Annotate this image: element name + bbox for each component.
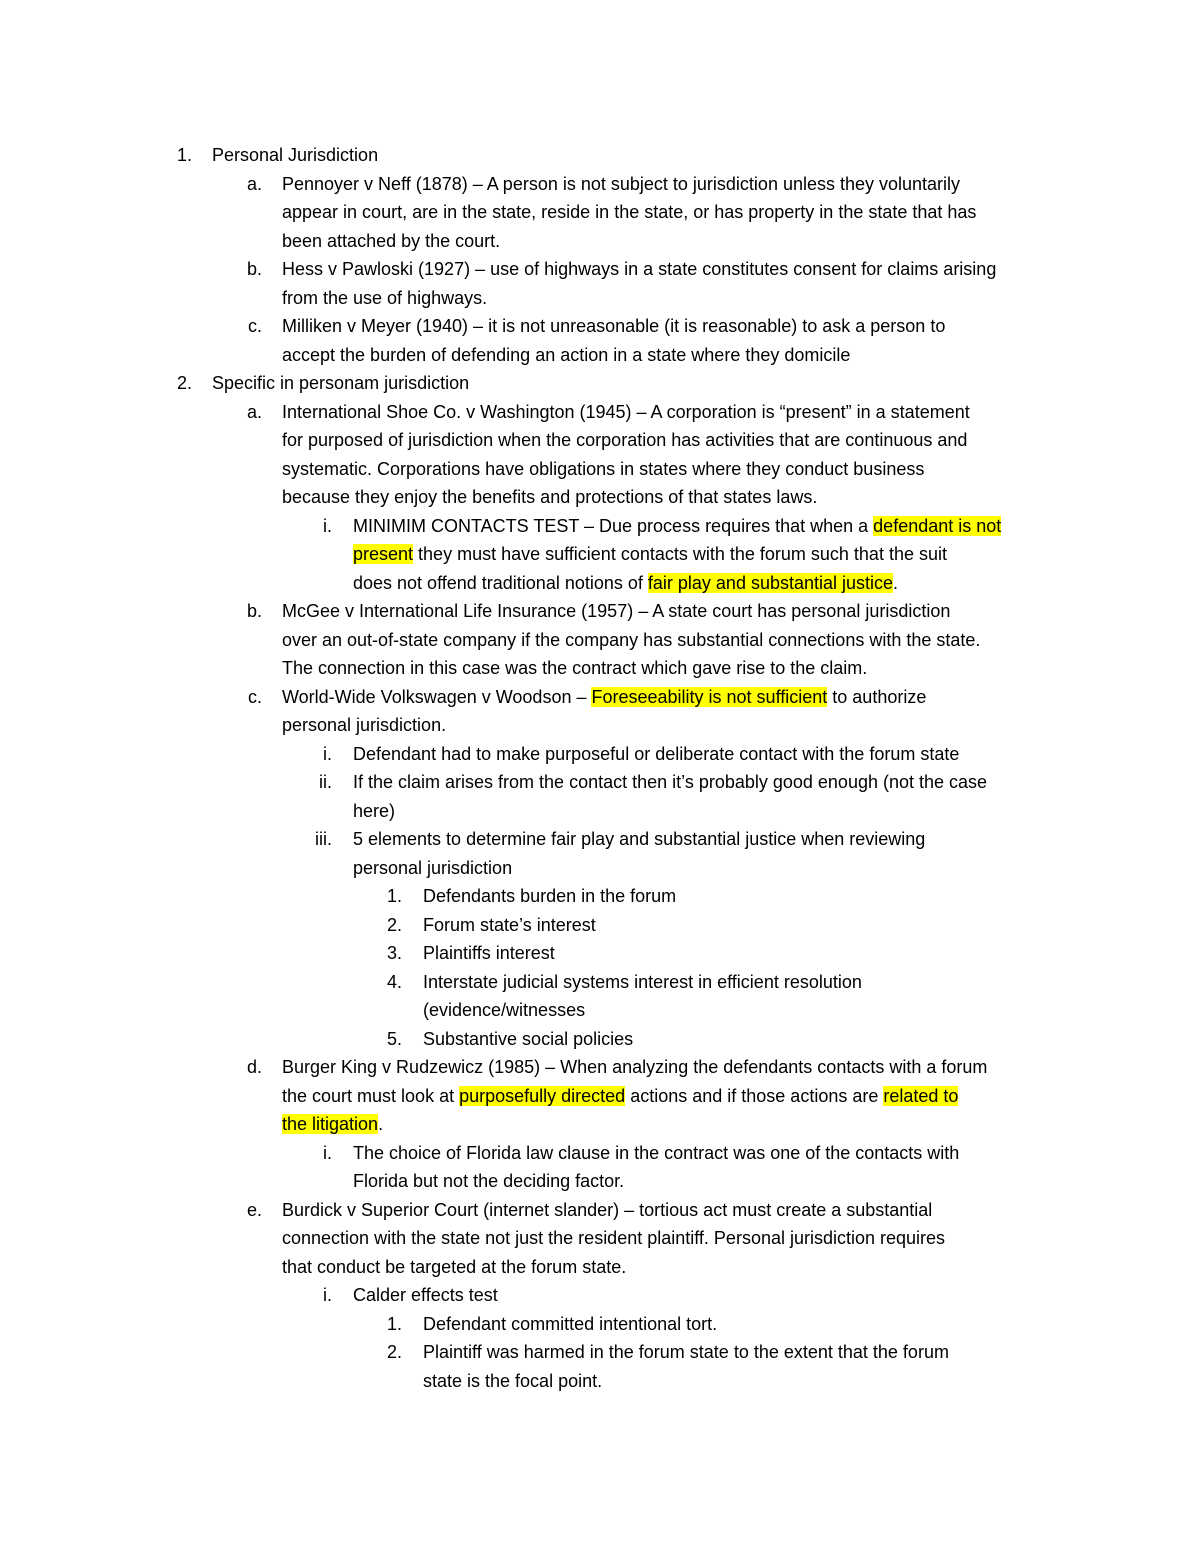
line-text	[423, 939, 555, 968]
outline-line	[0, 426, 1200, 455]
line-text	[282, 597, 950, 626]
list-marker: 2.	[176, 373, 192, 393]
text-segment: Interstate judicial systems interest in efficient resolution	[423, 971, 862, 992]
text-segment: Hess v Pawloski (1927) – use of highways in a state constitutes consent for claims arising	[282, 259, 997, 279]
outline-line	[0, 911, 1200, 940]
text-segment: over an out-of-state company if the company has substantial connections with the state.	[282, 629, 981, 650]
line-text	[282, 1224, 945, 1253]
highlighted-text: fair play and substantial justice	[647, 572, 894, 593]
text-segment: Milliken v Meyer (1940) – it is not unreasonable (it is reasonable) to ask a person to	[282, 316, 946, 336]
line-text	[282, 455, 924, 484]
list-marker: b.	[246, 259, 262, 279]
text-segment: .	[893, 572, 899, 593]
list-marker: d.	[246, 1057, 262, 1077]
line-text	[282, 227, 500, 256]
line-text	[282, 426, 967, 455]
text-segment: International Shoe Co. v Washington (1945) – A corporation is “present” in a statement	[282, 401, 970, 422]
line-text	[423, 1367, 602, 1396]
list-marker: i.	[323, 515, 332, 536]
list-marker: 1.	[386, 886, 402, 906]
text-segment: Personal Jurisdiction	[212, 145, 379, 165]
list-marker: 1.	[176, 145, 192, 165]
highlighted-text: Foreseeability is not sufficient	[591, 686, 828, 707]
text-segment: (evidence/witnesses	[423, 1000, 586, 1020]
text-segment: Calder effects test	[353, 1285, 498, 1305]
text-segment: they must have sufficient contacts with the forum such that the suit	[413, 544, 947, 564]
line-text	[423, 911, 596, 940]
text-segment: from the use of highways.	[282, 287, 488, 308]
line-text	[282, 398, 970, 427]
outline-line	[0, 1310, 1200, 1339]
outline-line	[0, 825, 1200, 854]
text-segment: 5 elements to determine fair play and substantial justice when reviewing	[353, 829, 926, 849]
text-segment: the court must look at	[282, 1085, 460, 1106]
text-segment: connection with the state not just the resident plaintiff. Personal jurisdiction requires	[282, 1228, 946, 1248]
outline-line	[0, 1281, 1200, 1310]
list-marker: c.	[247, 316, 262, 336]
highlighted-text: the litigation	[282, 1114, 379, 1134]
list-marker: 4.	[386, 971, 402, 992]
outline-line	[0, 141, 1200, 170]
text-segment: actions and if those actions are	[625, 1085, 884, 1106]
line-text	[212, 141, 378, 170]
line-text	[423, 1310, 717, 1339]
outline-line	[0, 1025, 1200, 1054]
list-marker: 1.	[386, 1313, 402, 1334]
outline-line	[0, 683, 1200, 712]
list-marker: 5.	[386, 1028, 402, 1049]
outline-line	[0, 540, 1200, 569]
text-segment: Defendant committed intentional tort.	[423, 1313, 718, 1334]
text-segment: Burdick v Superior Court (internet slander) – tortious act must create a substantial	[282, 1199, 933, 1220]
list-marker: 2.	[386, 1342, 402, 1362]
outline-line	[0, 312, 1200, 341]
line-text	[353, 825, 925, 854]
highlighted-text: purposefully directed	[459, 1085, 626, 1106]
line-text	[353, 768, 987, 797]
outline-line	[0, 255, 1200, 284]
outline-line	[0, 740, 1200, 769]
outline-line	[0, 398, 1200, 427]
text-segment: McGee v International Life Insurance (1957) – A state court has personal jurisdiction	[282, 601, 951, 621]
line-text	[353, 1167, 624, 1196]
outline-line	[0, 1110, 1200, 1139]
list-marker: 2.	[386, 914, 402, 935]
list-marker: i.	[323, 1285, 332, 1305]
line-text	[282, 483, 817, 512]
list-marker: iii.	[315, 829, 332, 849]
text-segment: Florida but not the deciding factor.	[353, 1171, 625, 1191]
outline-line	[0, 882, 1200, 911]
text-segment: Burger King v Rudzewicz (1985) – When analyzing the defendants contacts with a forum	[282, 1057, 988, 1077]
highlighted-text: defendant is not	[873, 515, 1002, 536]
text-segment: Specific in personam jurisdiction	[212, 373, 470, 393]
outline-line	[0, 939, 1200, 968]
text-segment: that conduct be targeted at the forum state.	[282, 1256, 627, 1277]
list-marker: 3.	[386, 943, 402, 963]
list-marker: i.	[323, 743, 332, 764]
text-segment: systematic. Corporations have obligations in states where they conduct business	[282, 458, 925, 479]
line-text	[282, 341, 850, 370]
outline-line	[0, 1367, 1200, 1396]
text-segment: appear in court, are in the state, reside in the state, or has property in the state that has	[282, 202, 977, 222]
outline-line	[0, 227, 1200, 256]
text-segment: accept the burden of defending an action in a state where they domicile	[282, 344, 851, 365]
outline-line	[0, 569, 1200, 598]
outline-line	[0, 284, 1200, 313]
outline-line	[0, 768, 1200, 797]
text-segment: Defendant had to make purposeful or deliberate contact with the forum state	[353, 743, 960, 764]
line-text	[282, 198, 976, 227]
line-text	[353, 854, 512, 883]
text-segment: World-Wide Volkswagen v Woodson –	[282, 686, 592, 707]
line-text	[353, 797, 395, 826]
outline-line	[0, 597, 1200, 626]
outline-line	[0, 369, 1200, 398]
document-page	[0, 141, 1200, 1395]
outline-line	[0, 455, 1200, 484]
text-segment: MINIMIM CONTACTS TEST – Due process requires that when a	[353, 515, 874, 536]
line-text	[282, 1082, 958, 1111]
text-segment: The connection in this case was the contract which gave rise to the claim.	[282, 658, 868, 678]
outline-line	[0, 1167, 1200, 1196]
list-marker: b.	[246, 601, 262, 621]
line-text	[282, 1053, 987, 1082]
text-segment: for purposed of jurisdiction when the corporation has activities that are continuous and	[282, 430, 968, 450]
outline-line	[0, 198, 1200, 227]
text-segment: because they enjoy the benefits and protections of that states laws.	[282, 487, 818, 507]
list-marker: c.	[247, 686, 262, 707]
line-text	[212, 369, 469, 398]
outline-line	[0, 854, 1200, 883]
line-text	[423, 996, 585, 1025]
text-segment: If the claim arises from the contact then it’s probably good enough (not the case	[353, 772, 988, 792]
line-text	[423, 968, 862, 997]
text-segment: The choice of Florida law clause in the contract was one of the contacts with	[353, 1142, 960, 1163]
text-segment: to authorize	[827, 686, 927, 707]
list-marker: a.	[246, 173, 262, 194]
outline-line	[0, 626, 1200, 655]
line-text	[353, 540, 947, 569]
line-text	[282, 1253, 626, 1282]
text-segment: been attached by the court.	[282, 230, 501, 251]
outline-line	[0, 1082, 1200, 1111]
outline-line	[0, 341, 1200, 370]
list-marker: a.	[246, 401, 262, 422]
text-segment: Substantive social policies	[423, 1028, 634, 1049]
list-marker: ii.	[319, 772, 332, 792]
outline-line	[0, 483, 1200, 512]
line-text	[423, 1338, 949, 1367]
outline-line	[0, 797, 1200, 826]
line-text	[282, 255, 996, 284]
highlighted-text: present	[353, 544, 414, 564]
line-text	[282, 1196, 932, 1225]
line-text	[282, 284, 487, 313]
line-text	[353, 569, 898, 598]
outline-line	[0, 1224, 1200, 1253]
outline-line	[0, 711, 1200, 740]
outline-line	[0, 968, 1200, 997]
line-text	[282, 170, 960, 199]
list-marker: e.	[246, 1199, 262, 1220]
outline-line	[0, 1338, 1200, 1367]
text-segment: Plaintiff was harmed in the forum state to the extent that the forum	[423, 1342, 949, 1362]
text-segment: does not offend traditional notions of	[353, 572, 648, 593]
line-text	[282, 654, 867, 683]
line-text	[282, 626, 980, 655]
outline-line	[0, 1253, 1200, 1282]
text-segment: here)	[353, 800, 396, 821]
line-text	[423, 1025, 633, 1054]
outline-line	[0, 1053, 1200, 1082]
outline-line	[0, 996, 1200, 1025]
text-segment: Pennoyer v Neff (1878) – A person is not subject to jurisdiction unless they voluntarily	[282, 173, 961, 194]
text-segment: Forum state’s interest	[423, 914, 596, 935]
text-segment: Plaintiffs interest	[423, 943, 555, 963]
list-marker: i.	[323, 1142, 332, 1163]
outline-line	[0, 512, 1200, 541]
text-segment: personal jurisdiction	[353, 857, 513, 878]
text-segment: .	[378, 1114, 384, 1134]
text-segment: personal jurisdiction.	[282, 715, 447, 735]
line-text	[282, 683, 926, 712]
line-text	[353, 1139, 959, 1168]
outline-line	[0, 1139, 1200, 1168]
outline-line	[0, 1196, 1200, 1225]
outline-line	[0, 654, 1200, 683]
line-text	[353, 512, 1001, 541]
line-text	[282, 711, 446, 740]
line-text	[423, 882, 676, 911]
line-text	[353, 1281, 498, 1310]
line-text	[282, 1110, 383, 1139]
outline-line	[0, 170, 1200, 199]
highlighted-text: related to	[883, 1085, 959, 1106]
line-text	[353, 740, 959, 769]
text-segment: Defendants burden in the forum	[423, 886, 677, 906]
text-segment: state is the focal point.	[423, 1370, 603, 1391]
line-text	[282, 312, 945, 341]
